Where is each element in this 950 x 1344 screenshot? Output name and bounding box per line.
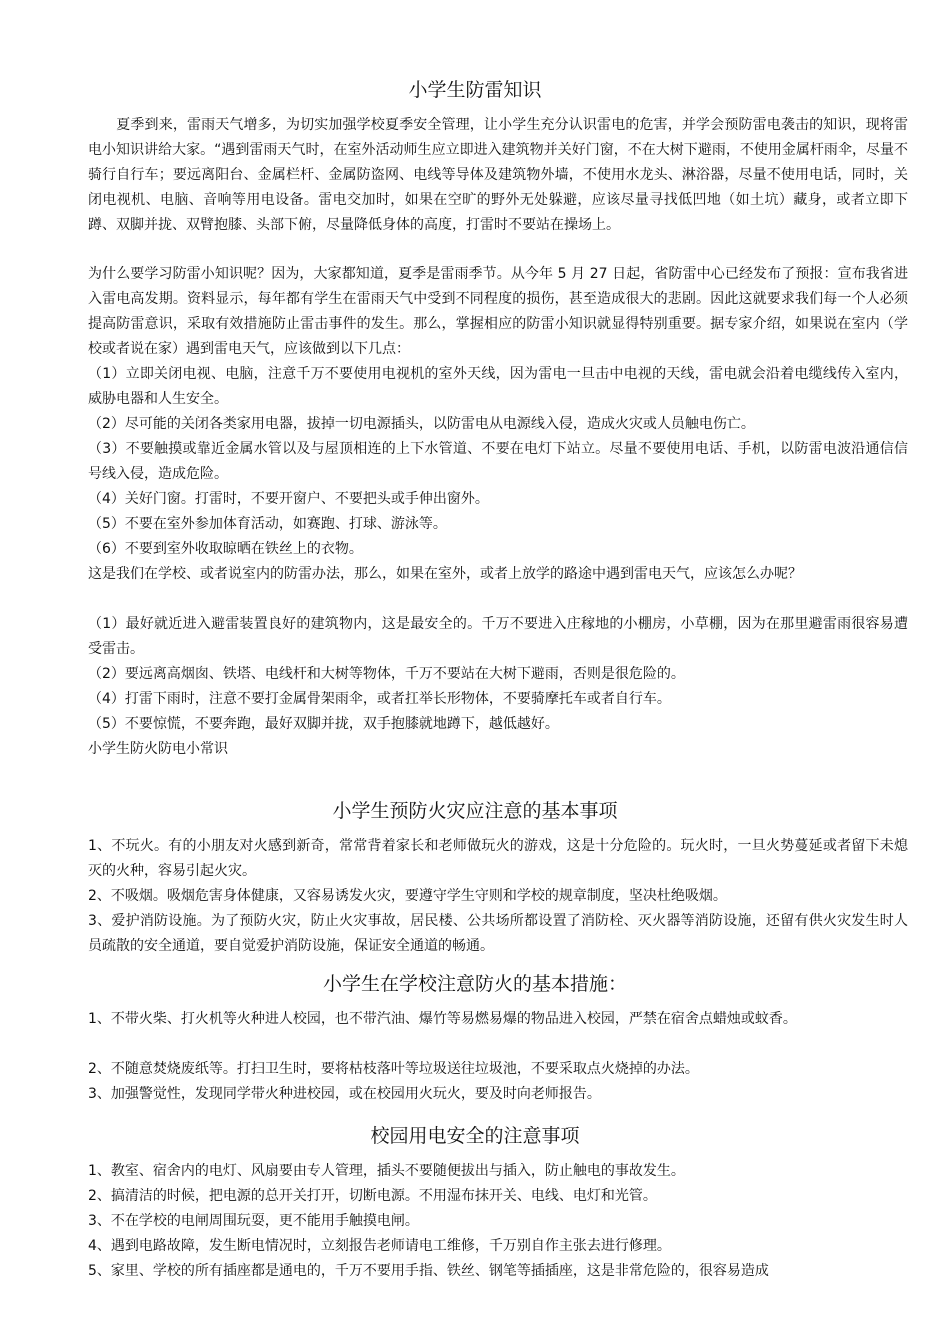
- outdoor-item: （2）要远离高烟囱、铁塔、电线杆和大树等物体，千万不要站在大树下避雨，否则是很危险的。: [88, 666, 685, 682]
- electric-item: 3、不在学校的电闸周围玩耍，更不能用手触摸电闸。: [88, 1213, 419, 1229]
- school-fire-item: 3、加强警觉性，发现同学带火种进校园，或在校园用火玩火，要及时向老师报告。: [88, 1086, 601, 1102]
- outdoor-question: 这是我们在学校、或者说室内的防雷办法，那么，如果在室外，或者上放学的路途中遇到雷电天气，应该怎么办呢？: [88, 566, 802, 582]
- electric-item: 2、搞清洁的时候，把电源的总开关打开，切断电源。不用湿布抹开关、电线、电灯和光管。: [88, 1188, 657, 1204]
- outdoor-item: （5）不要惊慌，不要奔跑，最好双脚并拢，双手抱膝就地蹲下，越低越好。: [88, 716, 559, 732]
- electric-item: 5、家里、学校的所有插座都是通电的，千万不要用手指、铁丝、钢笔等插插座，这是非常危险的，很容易造成: [88, 1263, 769, 1279]
- electric-item: 4、遇到电路故障，发生断电情况时，立刻报告老师请电工维修，千万别自作主张去进行修理。: [88, 1238, 671, 1254]
- lightning-intro: 夏季到来，雷雨天气增多，为切实加强学校夏季安全管理，让小学生充分认识雷电的危害，并学会预防雷电袭击的知识，现将雷电小知识讲给大家。“遇到雷雨天气时，在室外活动师生应立即进入建筑物并关好门窗，不在大树下避雨，不使用金属杆雨伞，尽量不骑行自行车；要远离阳台、金属栏杆、金属防盗网、电线等导体及建筑物外墙，不使用水龙头、淋浴器，尽量不使用电话，同时，关闭电视机、电脑、音响等用电设备。雷电交加时，如果在空旷的野外无处躲避，应该尽量寻找低凹地（如土坑）藏身，或者立即下蹲、双脚并拢、双臂抱膝、头部下俯，尽量降低身体的高度，打雷时不要站在操场上。: [88, 117, 908, 233]
- electric-title: 校园用电安全的注意事项: [370, 1125, 580, 1147]
- school-fire-item: 2、不随意焚烧废纸等。打扫卫生时，要将枯枝落叶等垃圾送往垃圾池，不要采取点火烧掉的办法。: [88, 1061, 699, 1077]
- fire-item: 2、不吸烟。吸烟危害身体健康，又容易诱发火灾，要遵守学生守则和学校的规章制度，坚决杜绝吸烟。: [88, 888, 727, 904]
- indoor-item: （2）尽可能的关闭各类家用电器，拔掉一切电源插头，以防雷电从电源线入侵，造成火灾或人员触电伤亡。: [88, 416, 755, 432]
- indoor-item: （3）不要触摸或靠近金属水管以及与屋顶相连的上下水管道、不要在电灯下站立。尽量不要使用电话、手机，以防雷电波沿通信信号线入侵，造成危险。: [88, 441, 908, 482]
- indoor-item: （5）不要在室外参加体育活动，如赛跑、打球、游泳等。: [88, 516, 447, 532]
- outdoor-item: （1）最好就近进入避雷装置良好的建筑物内，这是最安全的。千万不要进入庄稼地的小棚房，小草棚，因为在那里避雷雨很容易遭受雷击。: [88, 616, 908, 657]
- indoor-item: （1）立即关闭电视、电脑，注意千万不要使用电视机的室外天线，因为雷电一旦击中电视的天线，雷电就会沿着电缆线传入室内，威胁电器和人生安全。: [88, 366, 908, 407]
- fire-item: 1、不玩火。有的小朋友对火感到新奇，常常背着家长和老师做玩火的游戏，这是十分危险的。玩火时，一旦火势蔓延或者留下未熄灭的火种，容易引起火灾。: [88, 838, 908, 879]
- lightning-title: 小学生防雷知识: [408, 79, 542, 101]
- indoor-item: （4）关好门窗。打雷时，不要开窗户、不要把头或手伸出窗外。: [88, 491, 489, 507]
- outdoor-item: （4）打雷下雨时，注意不要打金属骨架雨伞，或者扛举长形物体，不要骑摩托车或者自行车。: [88, 691, 671, 707]
- fire-electric-heading: 小学生防火防电小常识: [88, 741, 228, 757]
- school-fire-title: 小学生在学校注意防火的基本措施：: [322, 973, 627, 995]
- fire-title: 小学生预防火灾应注意的基本事项: [332, 800, 618, 822]
- indoor-item: （6）不要到室外收取晾晒在铁丝上的衣物。: [88, 541, 363, 557]
- school-fire-item: 1、不带火柴、打火机等火种进人校园，也不带汽油、爆竹等易燃易爆的物品进入校园，严禁在宿舍点蜡烛或蚊香。: [88, 1011, 797, 1027]
- lightning-why: 为什么要学习防雷小知识呢？因为，大家都知道，夏季是雷雨季节。从今年 5 月 27 日起，省防雷中心已经发布了预报：宣布我省进入雷电高发期。资料显示，每年都有学生在雷雨天气中受到不同程度的损伤，甚至造成很大的悲剧。因此这就要求我们每一个人必须提高防雷意识，采取有效措施防止雷击事件的发生。那么，掌握相应的防雷小知识就显得特别重要。据专家介绍，如果说在室内（学校或者说在家）遇到雷电天气，应该做到以下几点：: [88, 266, 908, 357]
- electric-item: 1、教室、宿舍内的电灯、风扇要由专人管理，插头不要随便拔出与插入，防止触电的事故发生。: [88, 1163, 685, 1179]
- fire-item: 3、爱护消防设施。为了预防火灾，防止火灾事故，居民楼、公共场所都设置了消防栓、灭火器等消防设施，还留有供火灾发生时人员疏散的安全通道，要自觉爱护消防设施，保证安全通道的畅通。: [88, 913, 908, 954]
